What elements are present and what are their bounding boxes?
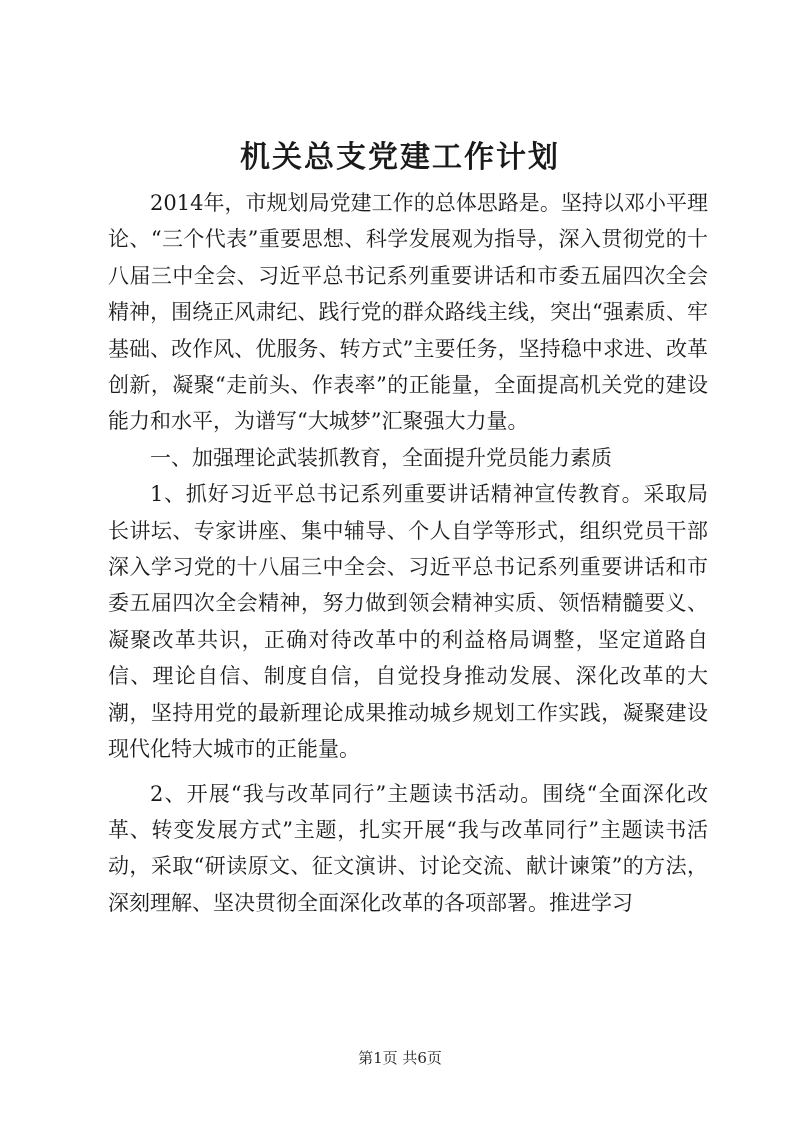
paragraph-item-1: 1、抓好习近平总书记系列重要讲话精神宣传教育。采取局长讲坛、专家讲座、集中辅导、个人自学等形式，组织党员干部深入学习党的十八届三中全会、习近平总书记系列重要讲话和市委五届四次全会精神，努力做到领会精神实质、领悟精髓要义、凝聚改革共识，正确对待改革中的利益格局调整，坚定道路自信、理论自信、制度自信，自觉投身推动发展、深化改革的大潮，坚持用党的最新理论成果推动城乡规划工作实践，凝聚建设现代化特大城市的正能量。: [108, 482, 708, 762]
page-footer: 第1页 共6页: [358, 1049, 442, 1067]
document-title: 机关总支党建工作计划: [240, 140, 560, 175]
paragraph-item-2: 2、开展“我与改革同行”主题读书活动。围绕“全面深化改革、转变发展方式”主题，扎实开展“我与改革同行”主题读书活动，采取“研读原文、征文演讲、讨论交流、献计谏策”的方法，深刻理解、坚决贯彻全面深化改革的各项部署。推进学习: [108, 781, 708, 915]
paragraph-intro: 2014年，市规划局党建工作的总体思路是。坚持以邓小平理论、“三个代表”重要思想、科学发展观为指导，深入贯彻党的十八届三中全会、习近平总书记系列重要讲话和市委五届四次全会精神，围绕正风肃纪、践行党的群众路线主线，突出“强素质、牢基础、改作风、优服务、转方式”主要任务，坚持稳中求进、改革创新，凝聚“走前头、作表率”的正能量，全面提高机关党的建设能力和水平，为谱写“大城梦”汇聚强大力量。: [108, 191, 708, 434]
section-heading-1: 一、加强理论武装抓教育，全面提升党员能力素质: [150, 445, 612, 470]
document-body: [108, 185, 708, 921]
